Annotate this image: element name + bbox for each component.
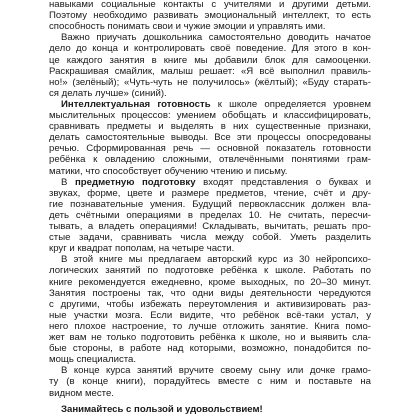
text-line: мощь специалиста. bbox=[49, 354, 137, 366]
text-fragment: входят представления о буквах и bbox=[195, 176, 371, 188]
text-line: В этой книге мы предлагаем авторский курс из 30 нейропсихо- bbox=[61, 254, 371, 266]
text-line: стые задачи, сравнивать числа между собой. Уметь разделить bbox=[49, 232, 371, 244]
text-line: дело до конца и контролировать своё поведение. Для этого в кон- bbox=[49, 43, 371, 55]
text-line: звуках, форме, цвете и размере предметов, чтение, счёт и дру- bbox=[49, 187, 371, 199]
text-line: жет вам не только подготовить ребёнка к школе, но и выявить сла- bbox=[49, 332, 371, 343]
text-line: ные участки мозга. Если видите, что ребёнок всё-таки устал, у bbox=[49, 309, 371, 321]
text-line: но!» (зелёный); «Чуть-чуть не получилось» (жёлтый); «Буду старать- bbox=[49, 76, 371, 88]
text-line: видном месте. bbox=[49, 387, 114, 399]
text-line: логических занятий по подготовке ребёнка к школе. Работать по bbox=[49, 265, 371, 277]
text-fragment: к школе определяется уровнем bbox=[210, 98, 371, 110]
emphasis-term: Интеллектуальная готовность bbox=[61, 98, 211, 110]
closing-line: Занимайтесь с пользой и удовольствием! bbox=[61, 403, 263, 415]
text-line: Поэтому необходимо развивать эмоциональный интеллект, то есть bbox=[49, 10, 371, 22]
text-line: навыками социальные контакты с учителями и другими детьми. bbox=[49, 0, 371, 10]
text-line: книге рекомендуется ежедневно, кроме выходных, по 20–30 минут. bbox=[49, 276, 371, 288]
text-line: Важно приучать дошкольника самостоятельно доводить начатое bbox=[61, 32, 371, 44]
text-line: с другими, чтобы избежать переутомления и активизировать раз- bbox=[49, 298, 371, 310]
text-line: гие познавательные умения. Будущий первоклассник должен вла- bbox=[49, 198, 371, 210]
text-line: Занятия построены так, что одни виды деятельности чередуются bbox=[49, 287, 371, 299]
text-line: бые стороны, в работе над которыми, возможно, понадобится по- bbox=[49, 343, 371, 355]
text-line: него плохое настроение, то лучше отложить занятие. Книга помо- bbox=[49, 320, 371, 332]
text-line: ту (в конце книги), порадуйтесь вместе с ним и поставьте на bbox=[49, 376, 371, 388]
text-line: Раскрашивая смайлик, малыш решает: «Я всё выполнил правиль- bbox=[49, 65, 371, 77]
text-line: тывать, а владеть операциями! Складывать, вычитать, решать про- bbox=[49, 221, 371, 232]
text-line: мыслительных процессов: умением обобщать и классифицировать, bbox=[49, 110, 371, 121]
text-fragment: В bbox=[61, 176, 75, 188]
text-line: ся делать лучше» (синий). bbox=[49, 87, 167, 99]
text-line: деть счётными операциями в пределах 10. Не считать, пересчи- bbox=[49, 209, 371, 221]
text-line: В конце курса занятий вручите своему сыну или дочке грамо- bbox=[61, 365, 371, 377]
document-page bbox=[49, 0, 371, 420]
text-line: сравнивать предметы и выделять в них существенные признаки, bbox=[49, 121, 371, 133]
text-line: делать самостоятельные выводы. Все эти процессы опосредованы bbox=[49, 132, 371, 144]
text-line: круг и квадрат пополам, на четыре части. bbox=[49, 243, 235, 255]
text-line: речью. Сформированная речь — основной показатель готовности bbox=[49, 143, 371, 155]
text-line: це каждого занятия в книге мы добавили блок для самооценки. bbox=[49, 54, 371, 66]
text-line: матики, что способствует обучению чтению и письму. bbox=[49, 165, 288, 177]
text-line: способность понимать свои и чужие эмоции и управлять ими. bbox=[49, 21, 326, 33]
text-line: ребёнка к овладению сложными, отвлечёнными понятиями грам- bbox=[49, 154, 371, 166]
emphasis-term: предметную подготовку bbox=[74, 176, 196, 188]
